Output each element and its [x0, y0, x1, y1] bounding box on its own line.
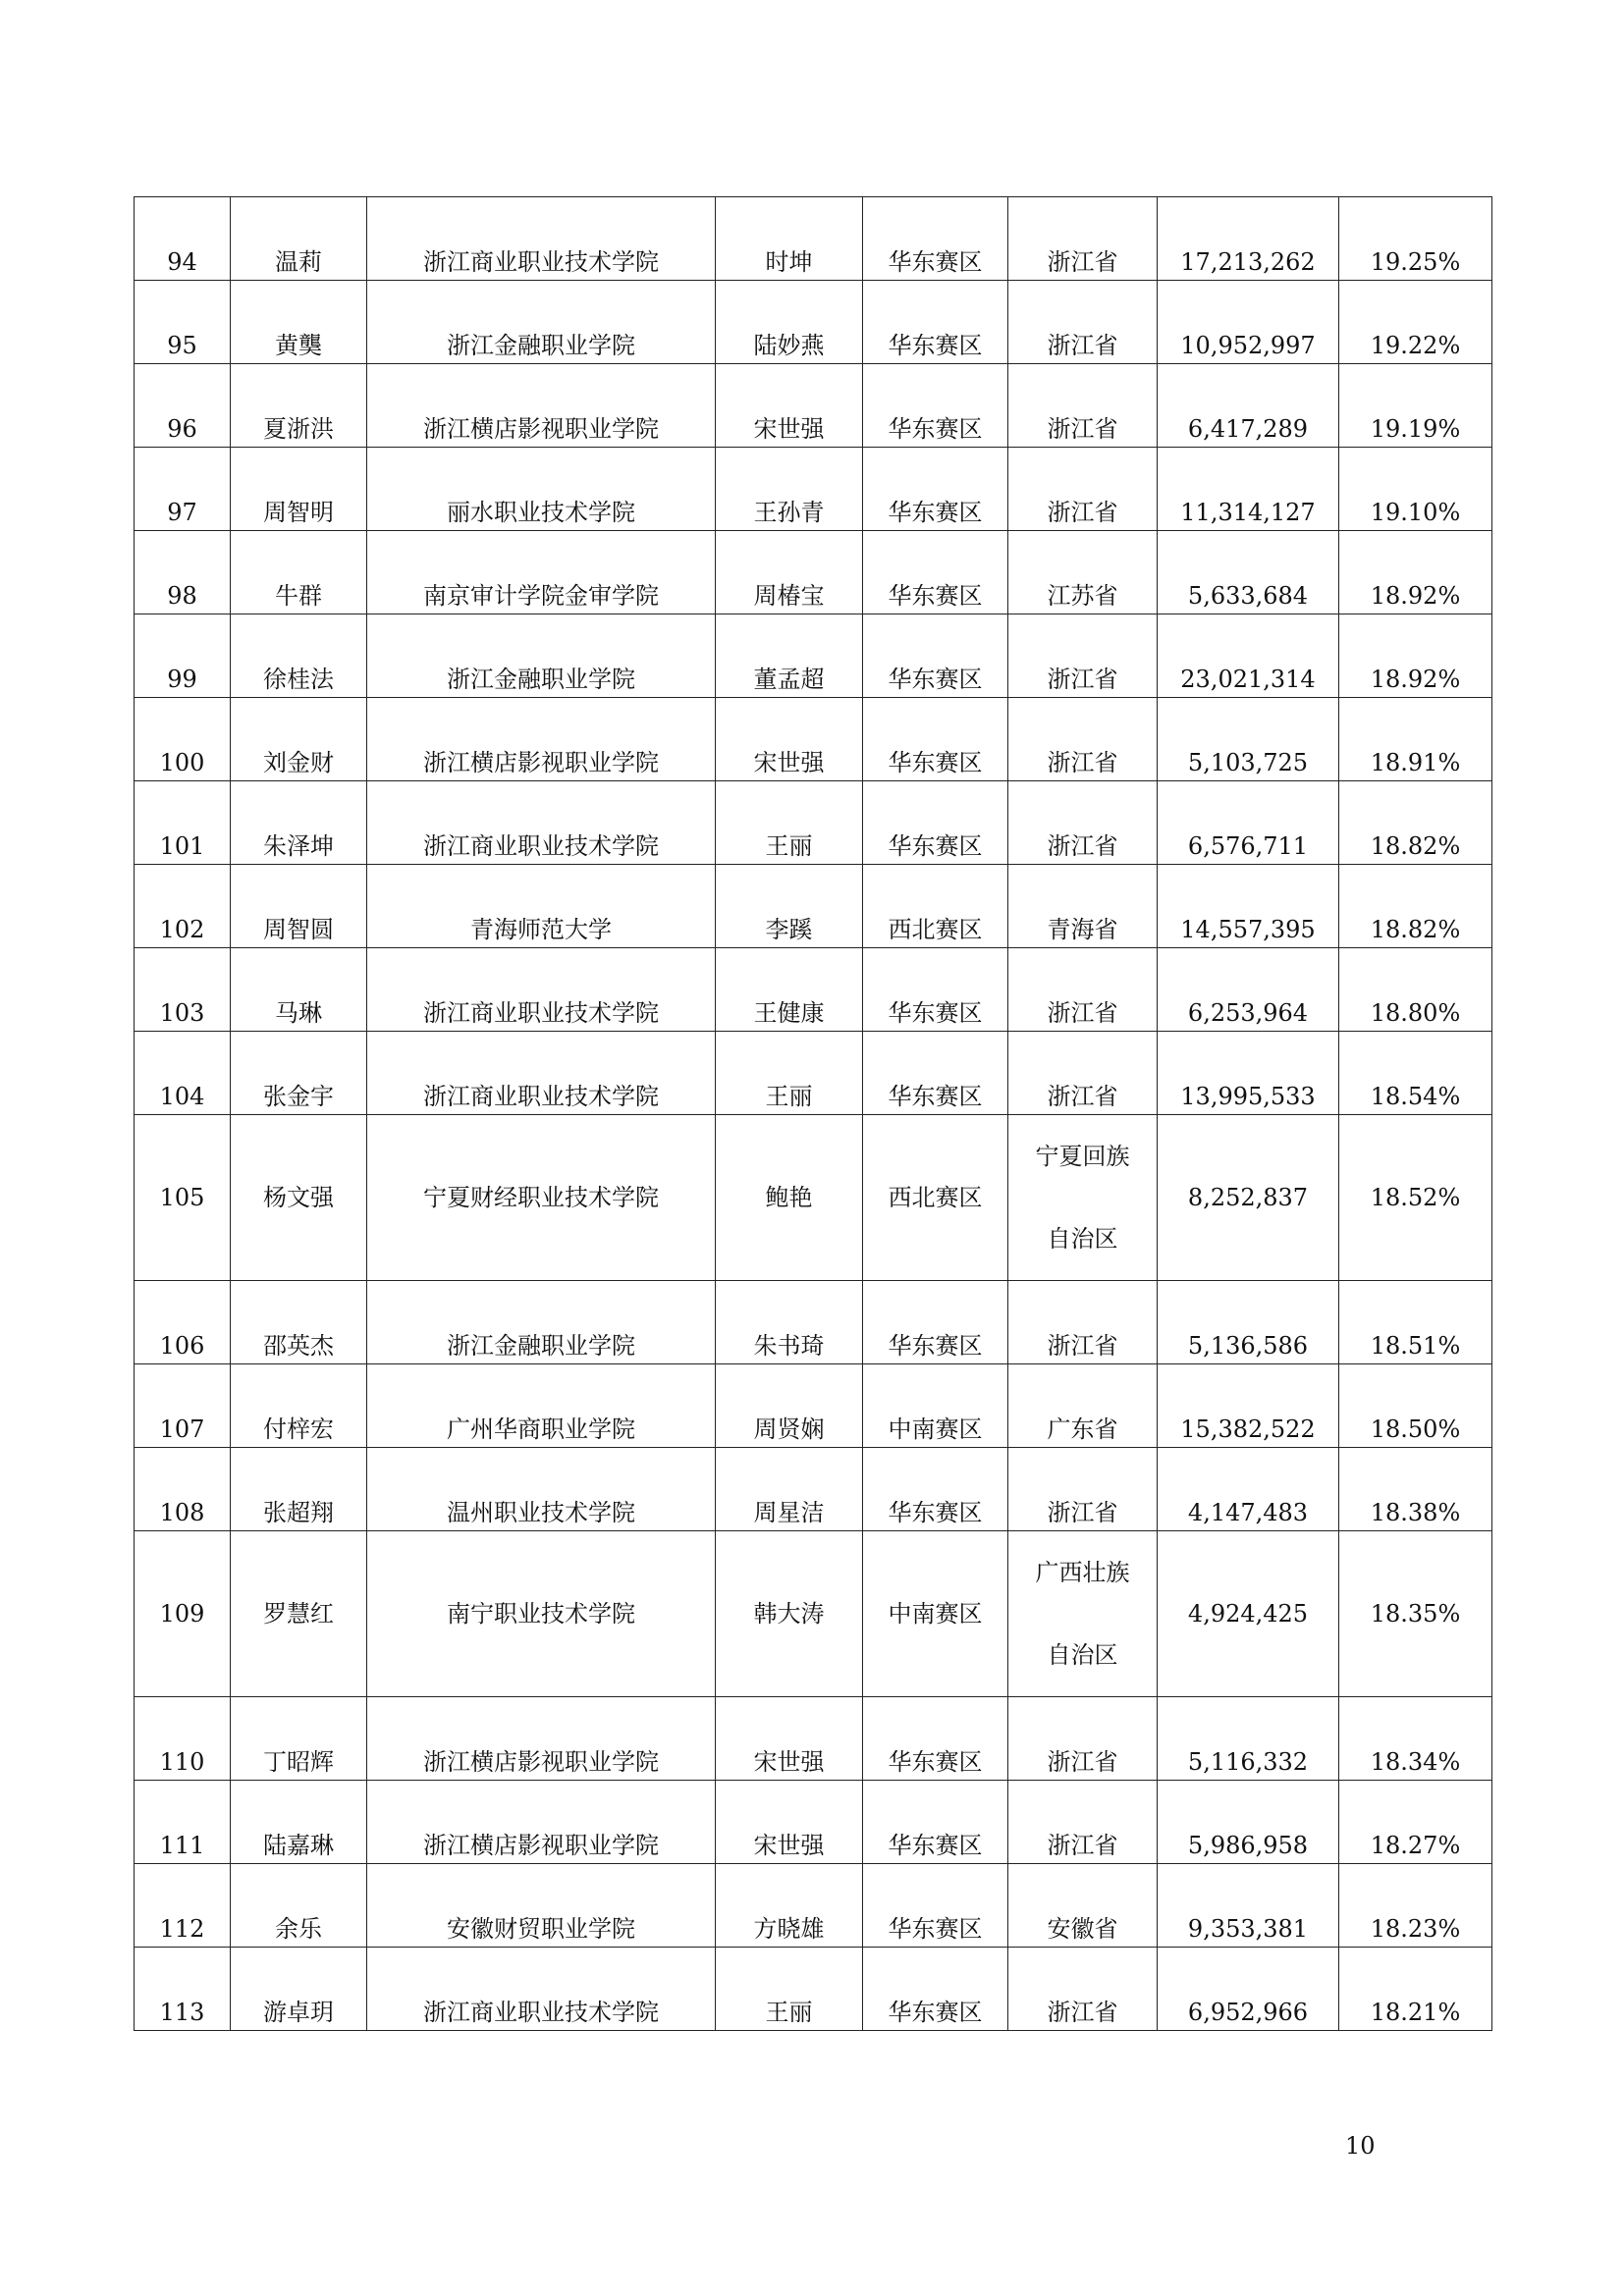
- rate-cell: 18.23%: [1339, 1864, 1492, 1948]
- rank-cell: 112: [135, 1864, 231, 1948]
- name-cell: 余乐: [231, 1864, 367, 1948]
- rank-cell: 96: [135, 364, 231, 448]
- teacher-cell: 李蹊: [716, 865, 863, 948]
- amount-cell: 17,213,262: [1158, 197, 1339, 281]
- table-row: [135, 1781, 1492, 1864]
- rate-cell: 18.51%: [1339, 1281, 1492, 1364]
- school-cell: 安徽财贸职业学院: [367, 1864, 716, 1948]
- school-cell: 浙江横店影视职业学院: [367, 698, 716, 781]
- rank-cell: 99: [135, 614, 231, 698]
- division-cell: 西北赛区: [863, 865, 1008, 948]
- teacher-cell: 朱书琦: [716, 1281, 863, 1364]
- name-cell: 周智圆: [231, 865, 367, 948]
- rate-cell: 18.38%: [1339, 1448, 1492, 1531]
- division-cell: 华东赛区: [863, 1448, 1008, 1531]
- division-cell: 中南赛区: [863, 1364, 1008, 1448]
- region-cell: 浙江省: [1008, 1948, 1158, 2031]
- table-row: [135, 1864, 1492, 1948]
- region-cell: 浙江省: [1008, 1781, 1158, 1864]
- region-cell: 浙江省: [1008, 364, 1158, 448]
- table-row: [135, 1448, 1492, 1531]
- region-cell: 浙江省: [1008, 1032, 1158, 1115]
- region-cell: 浙江省: [1008, 948, 1158, 1032]
- division-cell: 华东赛区: [863, 364, 1008, 448]
- rank-cell: 95: [135, 281, 231, 364]
- name-cell: 徐桂法: [231, 614, 367, 698]
- results-table: [134, 196, 1492, 2031]
- region-cell: 浙江省: [1008, 781, 1158, 865]
- region-cell: [1008, 1531, 1158, 1697]
- rate-cell: 18.35%: [1339, 1531, 1492, 1697]
- teacher-cell: 王丽: [716, 1948, 863, 2031]
- amount-cell: 8,252,837: [1158, 1115, 1339, 1281]
- table-row: [135, 1531, 1492, 1697]
- name-cell: 马琳: [231, 948, 367, 1032]
- division-cell: 华东赛区: [863, 1281, 1008, 1364]
- teacher-cell: 鲍艳: [716, 1115, 863, 1281]
- school-cell: 广州华商职业学院: [367, 1364, 716, 1448]
- teacher-cell: 董孟超: [716, 614, 863, 698]
- amount-cell: 5,633,684: [1158, 531, 1339, 614]
- region-line: 自治区: [1047, 1641, 1118, 1669]
- school-cell: 浙江商业职业技术学院: [367, 1032, 716, 1115]
- region-cell: 浙江省: [1008, 1281, 1158, 1364]
- school-cell: 浙江金融职业学院: [367, 281, 716, 364]
- teacher-cell: 宋世强: [716, 1781, 863, 1864]
- division-cell: 华东赛区: [863, 614, 1008, 698]
- amount-cell: 23,021,314: [1158, 614, 1339, 698]
- rate-cell: 18.92%: [1339, 531, 1492, 614]
- school-cell: 丽水职业技术学院: [367, 448, 716, 531]
- region-line: 宁夏回族: [1035, 1143, 1130, 1170]
- rank-cell: 101: [135, 781, 231, 865]
- table-row: [135, 448, 1492, 531]
- region-cell: 浙江省: [1008, 448, 1158, 531]
- table-row: [135, 1697, 1492, 1781]
- amount-cell: 6,253,964: [1158, 948, 1339, 1032]
- rank-cell: 94: [135, 197, 231, 281]
- region-cell: 浙江省: [1008, 281, 1158, 364]
- rank-cell: 103: [135, 948, 231, 1032]
- name-cell: 朱泽坤: [231, 781, 367, 865]
- table-row: [135, 281, 1492, 364]
- rate-cell: 18.52%: [1339, 1115, 1492, 1281]
- name-cell: 丁昭辉: [231, 1697, 367, 1781]
- page-number: 10: [1345, 2132, 1376, 2160]
- amount-cell: 14,557,395: [1158, 865, 1339, 948]
- rate-cell: 18.92%: [1339, 614, 1492, 698]
- region-cell: 广东省: [1008, 1364, 1158, 1448]
- division-cell: 华东赛区: [863, 1781, 1008, 1864]
- rank-cell: 104: [135, 1032, 231, 1115]
- division-cell: 华东赛区: [863, 197, 1008, 281]
- table-row: [135, 614, 1492, 698]
- region-cell: 浙江省: [1008, 197, 1158, 281]
- teacher-cell: 周椿宝: [716, 531, 863, 614]
- division-cell: 华东赛区: [863, 948, 1008, 1032]
- division-cell: 华东赛区: [863, 1864, 1008, 1948]
- name-cell: 张超翔: [231, 1448, 367, 1531]
- teacher-cell: 王丽: [716, 781, 863, 865]
- table-row: [135, 698, 1492, 781]
- rank-cell: 110: [135, 1697, 231, 1781]
- rank-cell: 109: [135, 1531, 231, 1697]
- region-cell: 浙江省: [1008, 1448, 1158, 1531]
- name-cell: 刘金财: [231, 698, 367, 781]
- rate-cell: 19.22%: [1339, 281, 1492, 364]
- region-cell: 浙江省: [1008, 614, 1158, 698]
- table-row: [135, 1032, 1492, 1115]
- school-cell: 浙江商业职业技术学院: [367, 948, 716, 1032]
- name-cell: 温莉: [231, 197, 367, 281]
- rank-cell: 98: [135, 531, 231, 614]
- table-row: [135, 1281, 1492, 1364]
- name-cell: 张金宇: [231, 1032, 367, 1115]
- table-row: [135, 1115, 1492, 1281]
- rate-cell: 18.54%: [1339, 1032, 1492, 1115]
- teacher-cell: 王丽: [716, 1032, 863, 1115]
- region-multiline: [1036, 1531, 1130, 1696]
- division-cell: 华东赛区: [863, 781, 1008, 865]
- table-row: [135, 865, 1492, 948]
- rank-cell: 105: [135, 1115, 231, 1281]
- teacher-cell: 王健康: [716, 948, 863, 1032]
- rate-cell: 18.34%: [1339, 1697, 1492, 1781]
- amount-cell: 9,353,381: [1158, 1864, 1339, 1948]
- amount-cell: 5,116,332: [1158, 1697, 1339, 1781]
- division-cell: 中南赛区: [863, 1531, 1008, 1697]
- rate-cell: 19.25%: [1339, 197, 1492, 281]
- teacher-cell: 宋世强: [716, 364, 863, 448]
- name-cell: 黄龑: [231, 281, 367, 364]
- division-cell: 华东赛区: [863, 281, 1008, 364]
- table-row: [135, 1948, 1492, 2031]
- division-cell: 华东赛区: [863, 1948, 1008, 2031]
- rate-cell: 18.50%: [1339, 1364, 1492, 1448]
- region-cell: 浙江省: [1008, 698, 1158, 781]
- division-cell: 西北赛区: [863, 1115, 1008, 1281]
- rank-cell: 108: [135, 1448, 231, 1531]
- rate-cell: 19.19%: [1339, 364, 1492, 448]
- school-cell: 南京审计学院金审学院: [367, 531, 716, 614]
- division-cell: 华东赛区: [863, 531, 1008, 614]
- division-cell: 华东赛区: [863, 1697, 1008, 1781]
- name-cell: 杨文强: [231, 1115, 367, 1281]
- table-row: [135, 531, 1492, 614]
- school-cell: 浙江商业职业技术学院: [367, 197, 716, 281]
- table-row: [135, 1364, 1492, 1448]
- teacher-cell: 宋世强: [716, 698, 863, 781]
- school-cell: 宁夏财经职业技术学院: [367, 1115, 716, 1281]
- table-row: [135, 364, 1492, 448]
- amount-cell: 5,136,586: [1158, 1281, 1339, 1364]
- school-cell: 浙江商业职业技术学院: [367, 1948, 716, 2031]
- amount-cell: 4,147,483: [1158, 1448, 1339, 1531]
- name-cell: 陆嘉琳: [231, 1781, 367, 1864]
- school-cell: 浙江商业职业技术学院: [367, 781, 716, 865]
- rank-cell: 111: [135, 1781, 231, 1864]
- teacher-cell: 时坤: [716, 197, 863, 281]
- school-cell: 浙江横店影视职业学院: [367, 1781, 716, 1864]
- rate-cell: 18.21%: [1339, 1948, 1492, 2031]
- name-cell: 游卓玥: [231, 1948, 367, 2031]
- name-cell: 付梓宏: [231, 1364, 367, 1448]
- region-cell: 青海省: [1008, 865, 1158, 948]
- rank-cell: 113: [135, 1948, 231, 2031]
- rate-cell: 18.27%: [1339, 1781, 1492, 1864]
- rank-cell: 102: [135, 865, 231, 948]
- table-row: [135, 781, 1492, 865]
- division-cell: 华东赛区: [863, 698, 1008, 781]
- school-cell: 南宁职业技术学院: [367, 1531, 716, 1697]
- amount-cell: 15,382,522: [1158, 1364, 1339, 1448]
- table-body: [135, 197, 1492, 2031]
- table-row: [135, 948, 1492, 1032]
- amount-cell: 5,986,958: [1158, 1781, 1339, 1864]
- rate-cell: 18.91%: [1339, 698, 1492, 781]
- rate-cell: 19.10%: [1339, 448, 1492, 531]
- school-cell: 青海师范大学: [367, 865, 716, 948]
- rank-cell: 97: [135, 448, 231, 531]
- teacher-cell: 宋世强: [716, 1697, 863, 1781]
- teacher-cell: 周星洁: [716, 1448, 863, 1531]
- school-cell: 温州职业技术学院: [367, 1448, 716, 1531]
- amount-cell: 6,952,966: [1158, 1948, 1339, 2031]
- rank-cell: 106: [135, 1281, 231, 1364]
- amount-cell: 4,924,425: [1158, 1531, 1339, 1697]
- division-cell: 华东赛区: [863, 448, 1008, 531]
- division-cell: 华东赛区: [863, 1032, 1008, 1115]
- region-cell: 浙江省: [1008, 1697, 1158, 1781]
- name-cell: 牛群: [231, 531, 367, 614]
- school-cell: 浙江横店影视职业学院: [367, 1697, 716, 1781]
- amount-cell: 6,417,289: [1158, 364, 1339, 448]
- school-cell: 浙江金融职业学院: [367, 614, 716, 698]
- name-cell: 周智明: [231, 448, 367, 531]
- teacher-cell: 周贤娴: [716, 1364, 863, 1448]
- school-cell: 浙江金融职业学院: [367, 1281, 716, 1364]
- teacher-cell: 王孙青: [716, 448, 863, 531]
- amount-cell: 13,995,533: [1158, 1032, 1339, 1115]
- amount-cell: 11,314,127: [1158, 448, 1339, 531]
- region-cell: 江苏省: [1008, 531, 1158, 614]
- rank-cell: 107: [135, 1364, 231, 1448]
- name-cell: 邵英杰: [231, 1281, 367, 1364]
- rank-cell: 100: [135, 698, 231, 781]
- region-cell: 安徽省: [1008, 1864, 1158, 1948]
- table-row: [135, 197, 1492, 281]
- rate-cell: 18.82%: [1339, 865, 1492, 948]
- rate-cell: 18.82%: [1339, 781, 1492, 865]
- amount-cell: 5,103,725: [1158, 698, 1339, 781]
- region-line: 自治区: [1047, 1225, 1118, 1253]
- teacher-cell: 方晓雄: [716, 1864, 863, 1948]
- region-multiline: [1036, 1115, 1130, 1280]
- rate-cell: 18.80%: [1339, 948, 1492, 1032]
- region-cell: [1008, 1115, 1158, 1281]
- amount-cell: 10,952,997: [1158, 281, 1339, 364]
- name-cell: 夏浙洪: [231, 364, 367, 448]
- region-line: 广西壮族: [1035, 1559, 1130, 1586]
- teacher-cell: 韩大涛: [716, 1531, 863, 1697]
- amount-cell: 6,576,711: [1158, 781, 1339, 865]
- school-cell: 浙江横店影视职业学院: [367, 364, 716, 448]
- teacher-cell: 陆妙燕: [716, 281, 863, 364]
- name-cell: 罗慧红: [231, 1531, 367, 1697]
